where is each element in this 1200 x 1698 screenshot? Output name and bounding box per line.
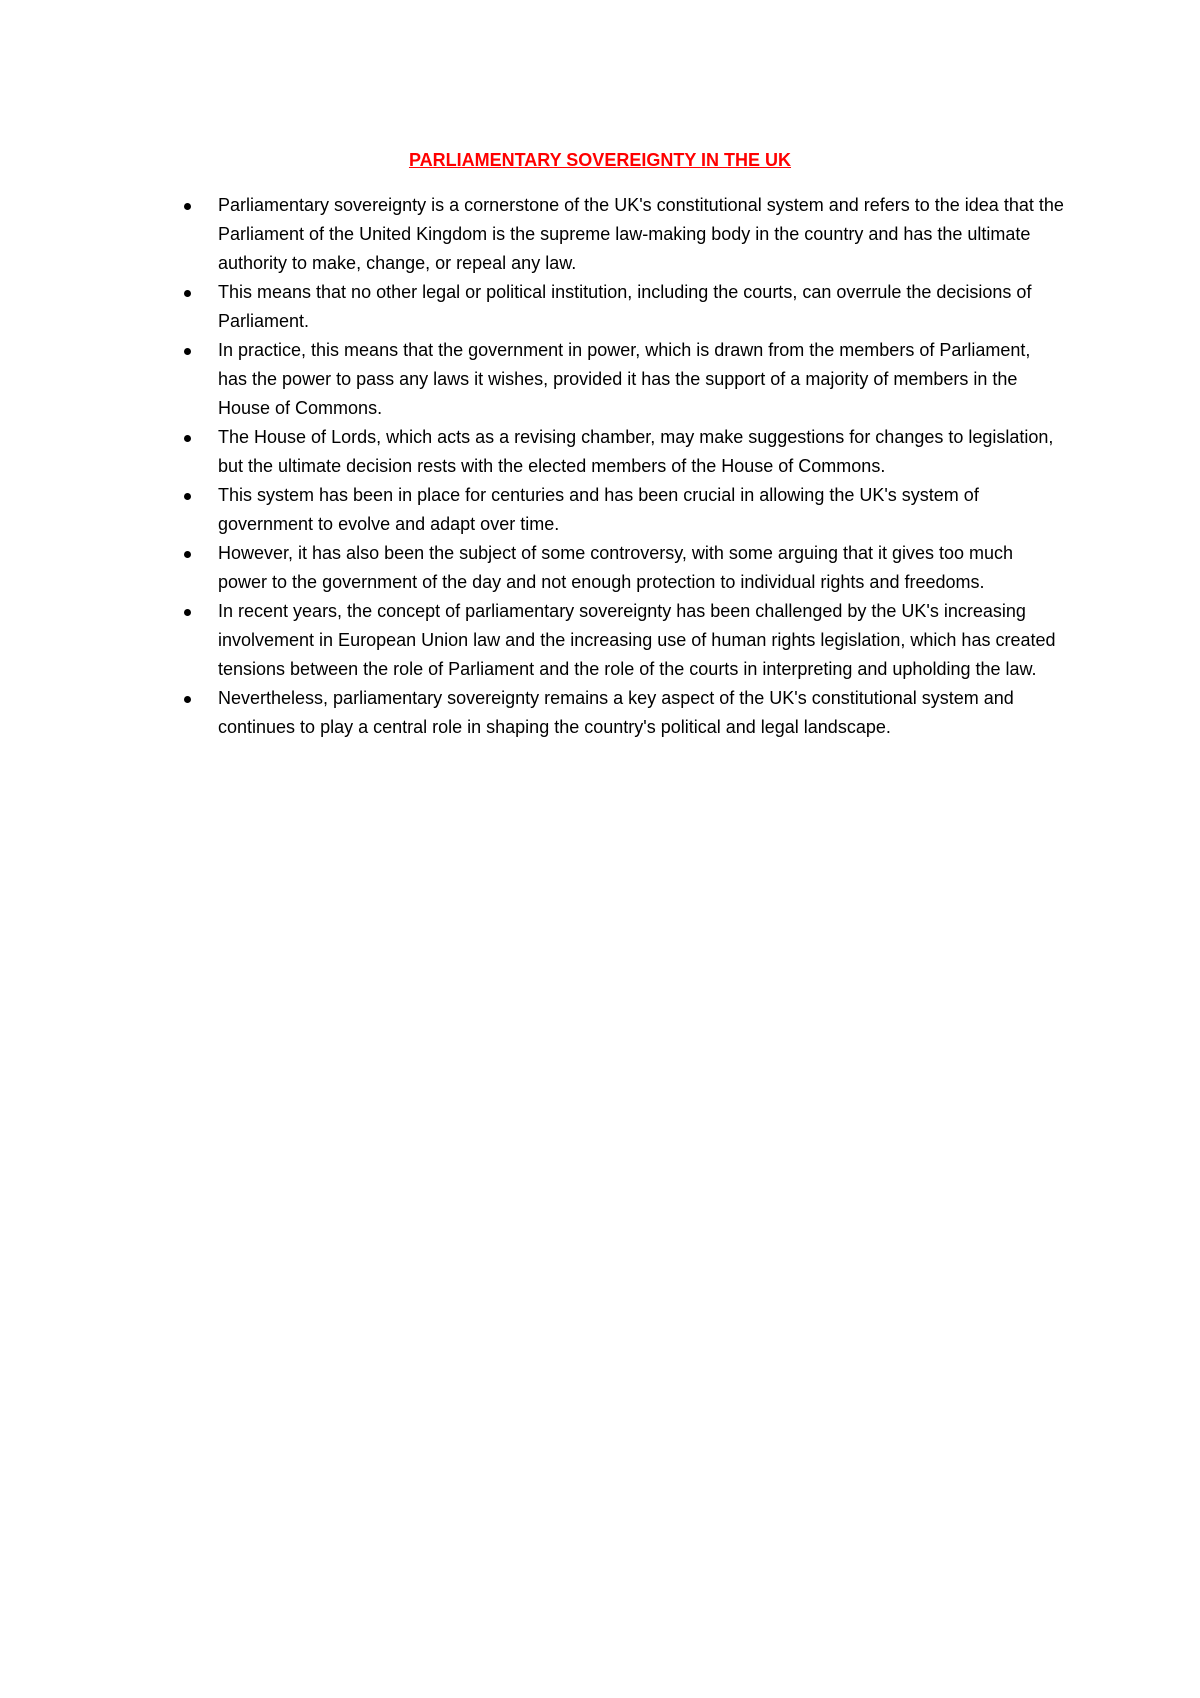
bullet-icon — [184, 348, 191, 355]
list-item — [184, 191, 1064, 278]
bullet-icon — [184, 203, 191, 210]
list-item-text: However, it has also been the subject of some controversy, with some arguing that it gives too much power to the government of the day and not enough protection to individual rights and freedoms. — [218, 543, 1014, 592]
list-item-text: The House of Lords, which acts as a revising chamber, may make suggestions for changes to legislation, but the ultimate decision rests with the elected members of the House of Commons. — [218, 427, 1054, 476]
list-item — [184, 423, 1064, 481]
bullet-icon — [184, 290, 191, 297]
list-item-text: Parliamentary sovereignty is a cornerstone of the UK's constitutional system and refers to the idea that the Parliament of the United Kingdom is the supreme law-making body in the country and has the ultimate authority to make, change, or repeal any law. — [218, 195, 1064, 273]
list-item-text: In recent years, the concept of parliamentary sovereignty has been challenged by the UK's increasing involvement in European Union law and the increasing use of human rights legislation, which has created tensions between the role of Parliament and the role of the courts in interpreting and upholding the law. — [218, 601, 1056, 679]
list-item — [184, 684, 1064, 742]
bullet-list — [184, 191, 1064, 742]
list-item — [184, 597, 1064, 684]
list-item — [184, 278, 1064, 336]
list-item — [184, 336, 1064, 423]
bullet-icon — [184, 493, 191, 500]
list-item-text: In practice, this means that the government in power, which is drawn from the members of Parliament, has the power to pass any laws it wishes, provided it has the support of a majority of members in the House of Commons. — [218, 340, 1031, 418]
bullet-icon — [184, 696, 191, 703]
list-item-text: This system has been in place for centuries and has been crucial in allowing the UK's system of government to evolve and adapt over time. — [218, 485, 979, 534]
bullet-icon — [184, 609, 191, 616]
list-item — [184, 481, 1064, 539]
list-item-text: Nevertheless, parliamentary sovereignty remains a key aspect of the UK's constitutional system and continues to play a central role in shaping the country's political and legal landscape. — [218, 688, 1014, 737]
list-item — [184, 539, 1064, 597]
bullet-icon — [184, 551, 191, 558]
document-title: PARLIAMENTARY SOVEREIGNTY IN THE UK — [408, 150, 792, 170]
bullet-icon — [184, 435, 191, 442]
list-item-text: This means that no other legal or political institution, including the courts, can overrule the decisions of Parliament. — [218, 282, 1032, 331]
